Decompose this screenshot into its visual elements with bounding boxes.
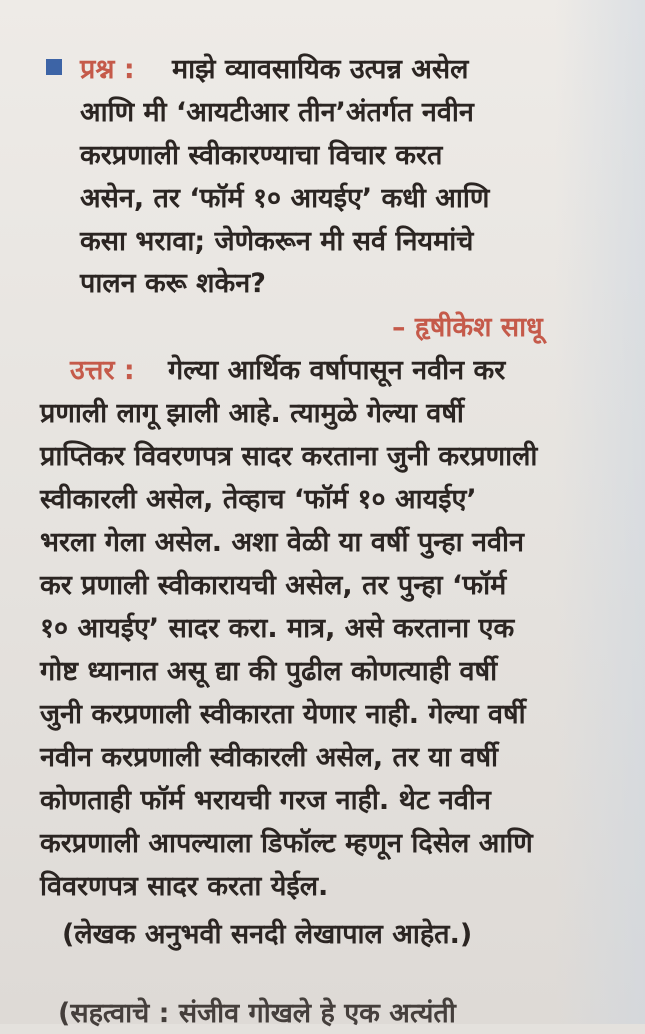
- answer-line-3: [0, 437, 645, 477]
- next-article-snippet: (सहत्वाचे : संजीव गोखले हे एक अत्यंती: [58, 998, 456, 1029]
- answer-text: कोणताही फॉर्म भरायची गरज नाही. थेट नवीन: [40, 785, 491, 816]
- answer-line-4: [0, 480, 645, 520]
- answer-text: प्रणाली लागू झाली आहे. त्यामुळे गेल्या वर्षी: [40, 398, 464, 429]
- question-author-line: [0, 308, 645, 348]
- question-text: कसा भरावा; जेणेकरून मी सर्व नियमांचे: [80, 226, 474, 257]
- question-text: पालन करू शकेन?: [80, 268, 266, 299]
- question-line-6: [0, 264, 645, 304]
- question-line-4: [0, 179, 645, 219]
- answer-line-12: [0, 824, 645, 864]
- question-text: करप्रणाली स्वीकारण्याचा विचार करत: [80, 140, 443, 171]
- answer-text: जुनी करप्रणाली स्वीकारता येणार नाही. गेल्या वर्षी: [40, 699, 526, 730]
- answer-text: करप्रणाली आपल्याला डिफॉल्ट म्हणून दिसेल आणि: [40, 828, 533, 859]
- question-line-1: [0, 50, 645, 90]
- answer-text: विवरणपत्र सादर करता येईल.: [40, 871, 329, 902]
- author-note-line: [0, 915, 645, 955]
- answer-line-5: [0, 523, 645, 563]
- answer-line-1: [0, 351, 645, 391]
- answer-line-10: [0, 738, 645, 778]
- question-text: असेन, तर ‘फॉर्म १० आयईए’ कधी आणि: [80, 183, 490, 214]
- answer-text: १० आयईए’ सादर करा. मात्र, असे करताना एक: [40, 613, 515, 644]
- answer-text: नवीन करप्रणाली स्वीकारली असेल, तर या वर्षी: [40, 742, 499, 773]
- answer-line-6: [0, 566, 645, 606]
- answer-text: गोष्ट ध्यानात असू द्या की पुढील कोणत्याही वर्षी: [40, 656, 498, 687]
- answer-text: भरला गेला असेल. अशा वेळी या वर्षी पुन्हा नवीन: [40, 527, 524, 558]
- answer-text: गेल्या आर्थिक वर्षापासून नवीन कर: [168, 355, 506, 386]
- question-label: प्रश्न :: [80, 54, 135, 85]
- author-note: (लेखक अनुभवी सनदी लेखापाल आहेत.): [62, 919, 473, 950]
- answer-text: प्राप्तिकर विवरणपत्र सादर करताना जुनी करप्रणाली: [40, 441, 538, 472]
- next-article-snippet-line: [0, 994, 645, 1034]
- answer-line-2: [0, 394, 645, 434]
- answer-text: स्वीकारली असेल, तेव्हाच ‘फॉर्म १० आयईए’: [40, 484, 477, 515]
- question-line-3: [0, 136, 645, 176]
- question-text: माझे व्यावसायिक उत्पन्न असेल: [172, 54, 469, 85]
- answer-line-8: [0, 652, 645, 692]
- question-text: आणि मी ‘आयटीआर तीन’अंतर्गत नवीन: [80, 97, 474, 128]
- answer-line-9: [0, 695, 645, 735]
- question-line-2: [0, 93, 645, 133]
- answer-line-7: [0, 609, 645, 649]
- question-author: – हृषीकेश साधू: [392, 312, 543, 343]
- question-line-5: [0, 222, 645, 262]
- answer-text: कर प्रणाली स्वीकारायची असेल, तर पुन्हा ‘फॉर्म: [40, 570, 507, 601]
- answer-line-11: [0, 781, 645, 821]
- answer-line-13: [0, 867, 645, 907]
- answer-label: उत्तर :: [70, 355, 135, 386]
